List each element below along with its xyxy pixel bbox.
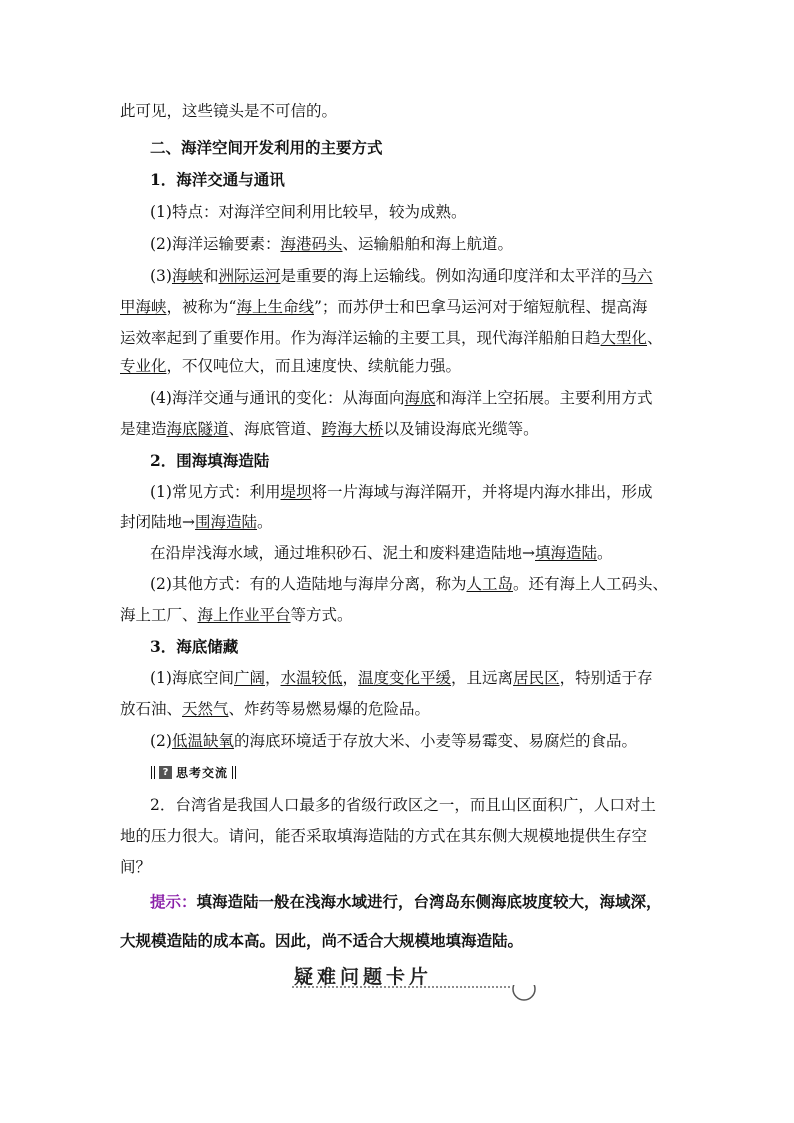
text: ，特别适于存 — [559, 669, 653, 687]
subheading-land-reclamation: 2．围海填海造陆 — [150, 451, 270, 470]
keyword: 专业化 — [120, 357, 167, 375]
text: 在沿岸浅海水域，通过堆积砂石、泥土和废料建造陆地→ — [150, 544, 535, 562]
item-seabed-space-line2 — [120, 699, 676, 719]
hint-label: 提示： — [150, 892, 197, 911]
question-line3: 间？ — [120, 858, 152, 876]
keyword: 洲际运河 — [218, 267, 281, 285]
question-icon: ? — [159, 766, 172, 779]
text: ， — [264, 669, 281, 687]
text: ，被称为“ — [166, 298, 237, 316]
text: ”；而苏伊士和巴拿马运河对于缩短航程、提高海 — [313, 298, 648, 316]
keyword: 温度变化平缓 — [358, 669, 452, 687]
text: 。 — [597, 544, 613, 562]
text: 的海底环境适于存放大米、小麦等易霉变、易腐烂的食品。 — [233, 732, 637, 750]
tag-label: 思考交流 — [176, 765, 229, 780]
text: 、炸药等易燃易爆的危险品。 — [228, 700, 431, 718]
subheading-ocean-transport: 1．海洋交通与通讯 — [150, 170, 285, 189]
keyword: 天然气 — [182, 700, 229, 718]
keyword: 海底 — [404, 389, 436, 407]
item-characteristics: (1)特点：对海洋空间利用比较早，较为成熟。 — [150, 203, 467, 221]
item-shipping-lanes-line1 — [150, 266, 676, 286]
text: 以及铺设海底光缆等。 — [383, 420, 539, 438]
keyword: 填海造陆 — [535, 544, 598, 562]
keyword: 人工岛 — [466, 575, 513, 593]
item-common-methods-line2 — [120, 512, 676, 532]
text: (2)其他方式：有的人造陆地与海岸分离，称为 — [150, 575, 467, 593]
text: 。 — [257, 513, 273, 531]
text: 。还有海上人工码头、 — [512, 575, 668, 593]
question-line1: 2．台湾省是我国人口最多的省级行政区之一，而且山区面积广，人口对土 — [150, 796, 656, 814]
text: ，不仅吨位大，而且速度快、续航能力强。 — [166, 357, 462, 375]
hint-line2: 大规模造陆的成本高。因此，尚不适合大规模地填海造陆。 — [120, 931, 524, 950]
text: 、 — [647, 329, 663, 347]
hint-line1 — [150, 892, 676, 912]
text: 、运输船舶和海上航道。 — [342, 235, 513, 253]
text: 是建造 — [120, 420, 167, 438]
item-other-methods-line1 — [150, 574, 676, 594]
text: (4)海洋交通与通讯的变化：从海面向 — [150, 389, 405, 407]
text: (1)海底空间 — [150, 669, 234, 687]
keyword: 围海造陆 — [195, 513, 258, 531]
tag-bar — [232, 766, 233, 779]
text: 是重要的海上运输线。例如沟通印度洋和太平洋的 — [280, 267, 622, 285]
text: 和海洋上空拓展。主要利用方式 — [435, 389, 653, 407]
text: 等方式。 — [290, 606, 353, 624]
keyword: 低温缺氧 — [171, 732, 234, 750]
text: (3) — [150, 267, 172, 285]
keyword: 堤坝 — [280, 483, 312, 501]
item-transport-changes-line2 — [120, 419, 676, 439]
item-transport-changes-line1 — [150, 388, 676, 408]
text: 、海底管道、 — [228, 420, 322, 438]
text: ， — [342, 669, 359, 687]
hint-text: 填海造陆一般在浅海水域进行，台湾岛东侧海底坡度较大，海域深， — [196, 892, 662, 911]
item-common-methods-line1 — [150, 482, 676, 502]
text: 运效率起到了重要作用。作为海洋运输的主要工具，现代海洋船舶日趋 — [120, 329, 601, 347]
item-shipping-lanes-line2 — [120, 297, 676, 317]
keyword: 甲海峡 — [120, 298, 167, 316]
keyword: 海上生命线 — [236, 298, 314, 316]
keyword: 广阔 — [233, 669, 265, 687]
item-seabed-space-line1 — [150, 668, 676, 688]
keyword: 跨海大桥 — [321, 420, 384, 438]
tag-bar — [154, 766, 155, 779]
text: (2)海洋运输要素： — [150, 235, 281, 253]
text: 放石油、 — [120, 700, 183, 718]
text: ，且远离 — [451, 669, 514, 687]
text: 封闭陆地→ — [120, 513, 195, 531]
keyword: 马六 — [621, 267, 653, 285]
keyword: 水温较低 — [280, 669, 343, 687]
text: (1)常见方式：利用 — [150, 483, 281, 501]
keyword: 海上作业平台 — [197, 606, 291, 624]
think-exchange-tag — [150, 764, 237, 780]
item-other-methods-line2 — [120, 605, 676, 625]
tag-bar — [151, 766, 152, 779]
tag-bar — [235, 766, 236, 779]
item-shipping-lanes-line4 — [120, 356, 676, 376]
section-heading: 二、海洋空间开发利用的主要方式 — [150, 138, 383, 157]
question-line2: 地的压力很大。请问，能否采取填海造陆的方式在其东侧大规模地提供生存空 — [120, 827, 648, 845]
subheading-seabed-storage: 3．海底储藏 — [150, 637, 239, 656]
text: 和 — [202, 267, 219, 285]
item-food-storage — [150, 731, 676, 751]
item-transport-elements — [150, 234, 676, 254]
text: 将一片海域与海洋隔开，并将堤内海水排出，形成 — [311, 483, 653, 501]
keyword: 海底隧道 — [166, 420, 229, 438]
keyword: 大型化 — [600, 329, 648, 347]
item-fill-sea — [150, 543, 676, 563]
text: (2) — [150, 732, 172, 750]
keyword: 居民区 — [513, 669, 560, 687]
item-shipping-lanes-line3 — [120, 328, 676, 348]
card-title: 疑难问题卡片 — [294, 966, 433, 988]
card-title-decoration — [292, 985, 542, 1001]
keyword: 海峡 — [171, 267, 203, 285]
keyword: 海港码头 — [280, 235, 343, 253]
paragraph-continued: 此可见，这些镜头是不可信的。 — [120, 102, 338, 120]
text: 海上工厂、 — [120, 606, 198, 624]
